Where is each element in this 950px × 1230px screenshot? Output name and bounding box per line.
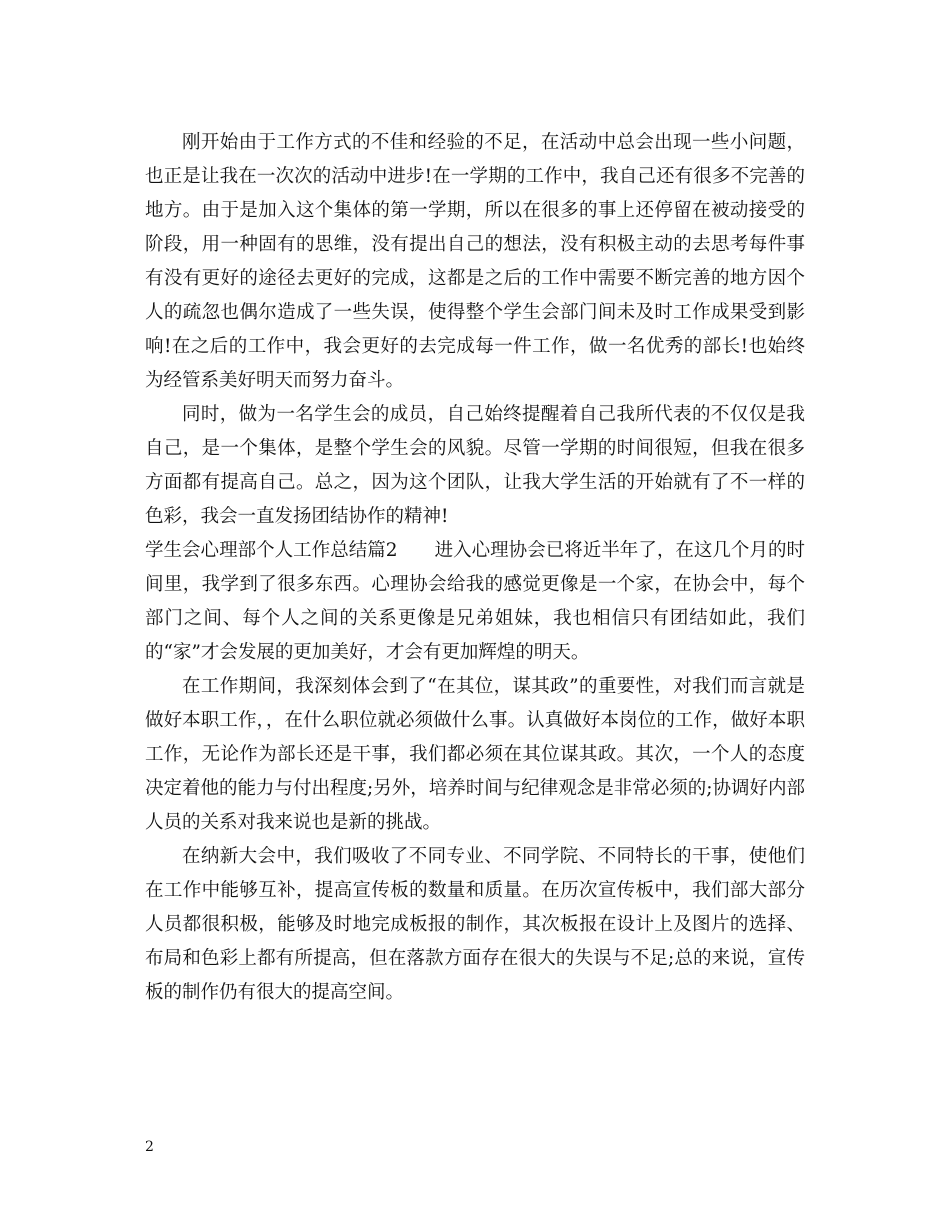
paragraph-5: 在纳新大会中，我们吸收了不同专业、不同学院、不同特长的干事，使他们在工作中能够互补，提高宣传板的数量和质量。在历次宣传板中，我们部大部分人员都很积极，能够及时地完成板报的制作，其次板报在设计上及图片的选择、布局和色彩上都有所提高，但在落款方面存在很大的失误与不足;总的来说，宣传板的制作仍有很大的提高空间。 bbox=[145, 846, 805, 1003]
paragraph-2: 同时，做为一名学生会的成员，自己始终提醒着自己我所代表的不仅仅是我自己，是一个集体，是整个学生会的风貌。尽管一学期的时间很短，但我在很多方面都有提高自己。总之，因为这个团队，让我大学生活的开始就有了不一样的色彩，我会一直发扬团结协作的精神! bbox=[145, 404, 805, 527]
page-number: 2 bbox=[145, 1139, 154, 1155]
document-body bbox=[145, 126, 805, 1010]
paragraph-4: 在工作期间，我深刻体会到了“在其位，谋其政”的重要性，对我们而言就是做好本职工作，，在什么职位就必须做什么事。认真做好本岗位的工作，做好本职工作，无论作为部长还是干事，我们都必须在其位谋其政。其次，一个人的态度决定着他的能力与付出程度;另外，培养时间与纪律观念是非常必须的;协调好内部人员的关系对我来说也是新的挑战。 bbox=[145, 676, 805, 833]
paragraph-1: 刚开始由于工作方式的不佳和经验的不足，在活动中总会出现一些小问题，也正是让我在一次次的活动中进步!在一学期的工作中，我自己还有很多不完善的地方。由于是加入这个集体的第一学期，所以在很多的事上还停留在被动接受的阶段，用一种固有的思维，没有提出自己的想法，没有积极主动的去思考每件事有没有更好的途径去更好的完成，这都是之后的工作中需要不断完善的地方因个人的疏忽也偶尔造成了一些失误，使得整个学生会部门间未及时工作成果受到影响!在之后的工作中，我会更好的去完成每一件工作，做一名优秀的部长!也始终为经管系美好明天而努力奋斗。 bbox=[145, 132, 806, 391]
paragraph-3: 学生会心理部个人工作总结篇2 进入心理协会已将近半年了，在这几个月的时间里，我学到了很多东西。心理协会给我的感觉更像是一个家，在协会中，每个部门之间、每个人之间的关系更像是兄弟姐妹，我也相信只有团结如此，我们的“家”才会发展的更加美好，才会有更加辉煌的明天。 bbox=[145, 540, 805, 663]
